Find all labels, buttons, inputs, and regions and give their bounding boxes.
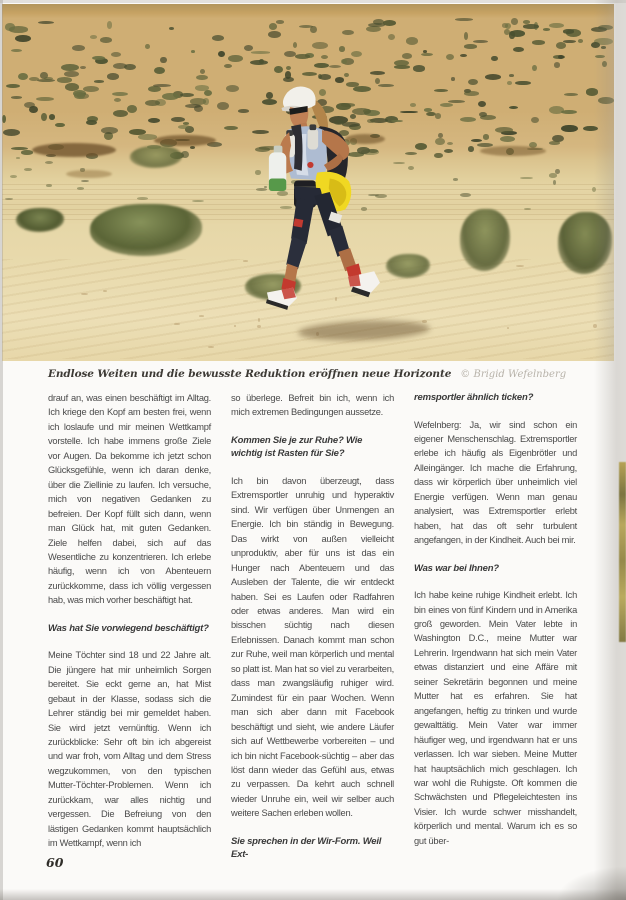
dune-ledge xyxy=(66,170,112,178)
article-column xyxy=(231,391,394,865)
body-paragraph: Meine Töchter sind 18 und 22 Jahre alt. Die jüngere hat mir unheimlich Sorgen bereitet. Sie eckt gerne an, hat Mist gebaut in der Klasse, sodass sich die Lehrer ständig bei mir gemeldet haben. Sie wird jetzt vernünftig. Wenn ich zurückblicke: Sehr oft bin ich abgereist und war froh, vom Alltag und dem Stress wegzukommen, von den typischen Mutter-Töchter-Problemen. Wenn ich zurückkam, war alles nichtig und vergessen. Die Befreiung von den lästigen Gedanken kommt hauptsächlich im Wettkampf, wenn ich xyxy=(48,650,211,849)
article-column xyxy=(48,391,211,865)
chest-bottle-cap xyxy=(309,124,316,130)
jersey-logo xyxy=(307,162,313,168)
body-paragraph: so überlege. Befreit bin ich, wenn ich mich extremen Bedingungen aussetze. xyxy=(231,393,394,418)
body-paragraph: Ich bin davon überzeugt, dass Extremsportler unruhig und hyperaktiv sind. Wir verfügen über Unmengen an Energie. Ich bin ständig in Bewegung. Das wirkt von außen vielleicht unproduktiv, aber für uns ist das ein Hunger nach Abenteuern und das Ausleben der Talente, die wir entdeckt haben. Sei es Laufen oder Radfahren oder etwas anderes. Man wird ein bisschen süchtig nach diesen Erlebnissen. Danach kommt man schon zur Ruhe, weil man körperlich und mental so platt ist. Man hat so viel zu verarbeiten, dass man zwangsläufig ruhiger wird. Zumindest für ein paar Wochen. Wenn man sich aber dann mit Facebook beschäftigt und sieht, wie andere Läufer sich auf Wettbewerbe vorbereiten – und ich bin nicht Facebook-süchtig – aber das löst dann wieder das Gefühl aus, etwas zu verpassen. Da kehrt auch schnell wieder Unruhe ein, weil wir selber auch weitere Sachen erleben wollen. xyxy=(231,475,394,819)
interview-question: Was war bei Ihnen? xyxy=(414,562,499,574)
interview-question: Kommen Sie je zur Ruhe? Wie wichtig ist Rasten für Sie? xyxy=(231,434,363,460)
water-bottle-cap xyxy=(274,146,283,154)
scan-edge-top xyxy=(0,0,626,3)
interview-question: remsportler ähnlich ticken? xyxy=(414,392,534,403)
article-column xyxy=(414,391,577,865)
scan-corner-shadow xyxy=(556,866,626,900)
next-page-sliver xyxy=(619,462,626,642)
photo-caption xyxy=(48,364,588,382)
chest-bottle xyxy=(308,128,319,149)
interview-question: Was hat Sie vorwiegend beschäftigt? xyxy=(48,622,209,634)
scan-edge-bottom xyxy=(0,889,626,900)
cap xyxy=(283,86,316,109)
water-bottle-band xyxy=(269,178,286,191)
tights-patch xyxy=(293,218,303,227)
dune-ledge xyxy=(480,146,546,156)
body-paragraph: drauf an, was einen beschäftigt im Alltag. Ich kriege den Kopf am besten frei, wenn ich loslaufe und mir meinen Wettkampf vorstelle. Ich habe immens große Ziele vor Augen. Da bekomme ich jetzt schon Glücksgefühle, wenn ich daran denke, über die Ziellinie zu laufen. Ich versuche, mich von negativen Gedanken zu befreien. Der Kopf füllt sich dann, wenn man Glück hat, mit guten Gedanken. Ziele helfen dabei, sich auf das Wesentliche zu konzentrieren. Ich erlebe häufig, wenn ich von Abenteuern zurückkomme, dass ich völlig vergessen hab, was mich vorher beschäftigt hat. xyxy=(48,393,211,606)
dune-ledge xyxy=(154,135,216,146)
body-paragraph: Wefelnberg: Ja, wir sind schon ein eigener Menschenschlag. Extremsportler erlebe ich häufig als Eigenbrötler und Alleingänger. Ich mache die Erfahrung, dass wir körperlich über unheimlich viel Energie verfügen. Wenn man genau analysiert, was Extremsportler erlebt haben, hat das oft sehr turbulent angefangen, in der Kindheit. Auch bei mir. xyxy=(414,419,577,546)
body-paragraph: Ich habe keine ruhige Kindheit erlebt. Ich bin eines von fünf Kindern und in Amerika groß geworden. Mein Vater lebte in Washington D.C., meine Mutter war Lehrerin. Irgendwann hat sich mein Vater etwas distanziert und eine Affäre mit seiner Sekretärin begonnen und meine Mutter hat es erfahren. Sie hat angefangen, heftig zu trinken und wurde gewalttätig. Mein Vater war immer häufiger weg, und irgendwann hat er uns verlassen. Ich war sieben. Meine Mutter hat hauptsächlich mich geschlagen. Ich war wohl die Ruhigste. Oft kommen die Schwächsten und Pflegeleichtesten ins Visier. Ich wurde schwer misshandelt, körperlich und mental. Warum ich es so gut über- xyxy=(414,590,577,846)
hero-photo xyxy=(2,4,614,361)
photo-credit: © Brigid Wefelnberg xyxy=(460,369,567,380)
interview-question: Sie sprechen in der Wir-Form. Weil Ext- xyxy=(231,835,382,861)
runner-photo-subject xyxy=(250,78,395,334)
article-columns xyxy=(48,391,579,865)
dune-ledge xyxy=(32,143,116,157)
photo-caption-text: Endlose Weiten und die bewusste Reduktion eröffnen neue Horizonte xyxy=(48,368,452,380)
page-number: 60 xyxy=(46,855,64,870)
